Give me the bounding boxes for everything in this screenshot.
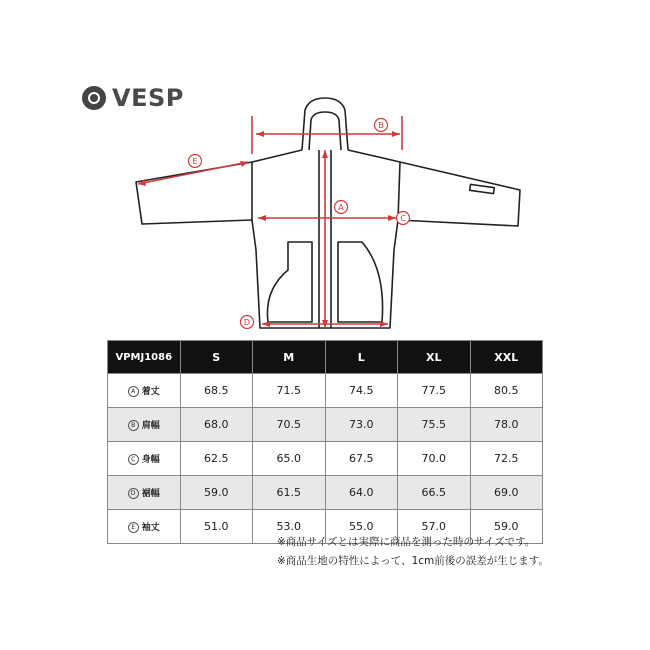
value-cell: 61.5 bbox=[253, 476, 326, 510]
measure-label: 袖丈 bbox=[141, 523, 160, 533]
marker-circle: A bbox=[128, 386, 139, 397]
value-cell: 78.0 bbox=[470, 408, 543, 442]
measure-label: 着丈 bbox=[141, 387, 160, 397]
right-pocket bbox=[338, 242, 383, 322]
size-header: M bbox=[253, 341, 326, 374]
measure-label-cell bbox=[108, 408, 181, 442]
value-cell: 73.0 bbox=[325, 408, 398, 442]
value-cell: 66.5 bbox=[398, 476, 471, 510]
value-cell: 53.0 bbox=[253, 510, 326, 544]
value-cell: 71.5 bbox=[253, 374, 326, 408]
marker-e-label: E bbox=[192, 157, 198, 166]
marker-circle: E bbox=[128, 522, 139, 533]
table-row bbox=[108, 408, 543, 442]
value-cell: 68.5 bbox=[180, 374, 253, 408]
value-cell: 77.5 bbox=[398, 374, 471, 408]
measure-label-cell bbox=[108, 442, 181, 476]
value-cell: 74.5 bbox=[325, 374, 398, 408]
size-chart-table bbox=[107, 340, 543, 544]
model-code: VPMJ1086 bbox=[108, 341, 181, 374]
note-tolerance: ※商品生地の特性によって、1cm前後の誤差が生じます。 bbox=[277, 555, 549, 567]
marker-a-label: A bbox=[338, 203, 344, 212]
size-header: L bbox=[325, 341, 398, 374]
hood-inner-outline bbox=[309, 112, 341, 150]
right-sleeve-seam bbox=[398, 162, 400, 220]
value-cell: 59.0 bbox=[180, 476, 253, 510]
size-header: XL bbox=[398, 341, 471, 374]
value-cell: 72.5 bbox=[470, 442, 543, 476]
table-row bbox=[108, 374, 543, 408]
sleeve-tab bbox=[470, 184, 495, 193]
value-cell: 69.0 bbox=[470, 476, 543, 510]
value-cell: 75.5 bbox=[398, 408, 471, 442]
table-row bbox=[108, 476, 543, 510]
value-cell: 65.0 bbox=[253, 442, 326, 476]
marker-b-label: B bbox=[378, 121, 384, 130]
measure-label: 裾幅 bbox=[141, 489, 160, 499]
value-cell: 64.0 bbox=[325, 476, 398, 510]
measure-label-cell bbox=[108, 510, 181, 544]
value-cell: 67.5 bbox=[325, 442, 398, 476]
value-cell: 57.0 bbox=[398, 510, 471, 544]
value-cell: 80.5 bbox=[470, 374, 543, 408]
table-header-row bbox=[108, 341, 543, 374]
value-cell: 51.0 bbox=[180, 510, 253, 544]
size-header: XXL bbox=[470, 341, 543, 374]
measure-label: 肩幅 bbox=[141, 421, 160, 431]
marker-d-label: D bbox=[243, 318, 251, 327]
marker-circle: B bbox=[128, 420, 139, 431]
left-pocket bbox=[267, 242, 312, 322]
body-outline bbox=[136, 150, 520, 328]
size-header: S bbox=[180, 341, 253, 374]
note-size-definition: ※商品サイズとは実際に商品を測った時のサイズです。 bbox=[277, 536, 536, 548]
value-cell: 55.0 bbox=[325, 510, 398, 544]
value-cell: 70.0 bbox=[398, 442, 471, 476]
marker-circle: C bbox=[128, 454, 139, 465]
marker-circle: D bbox=[128, 488, 139, 499]
value-cell: 62.5 bbox=[180, 442, 253, 476]
measure-label-cell bbox=[108, 476, 181, 510]
measure-label: 身幅 bbox=[141, 455, 160, 465]
measure-label-cell bbox=[108, 374, 181, 408]
table-row bbox=[108, 442, 543, 476]
logo-text: VESP bbox=[112, 84, 184, 112]
marker-c-label: C bbox=[400, 214, 406, 223]
value-cell: 68.0 bbox=[180, 408, 253, 442]
value-cell: 59.0 bbox=[470, 510, 543, 544]
value-cell: 70.5 bbox=[253, 408, 326, 442]
